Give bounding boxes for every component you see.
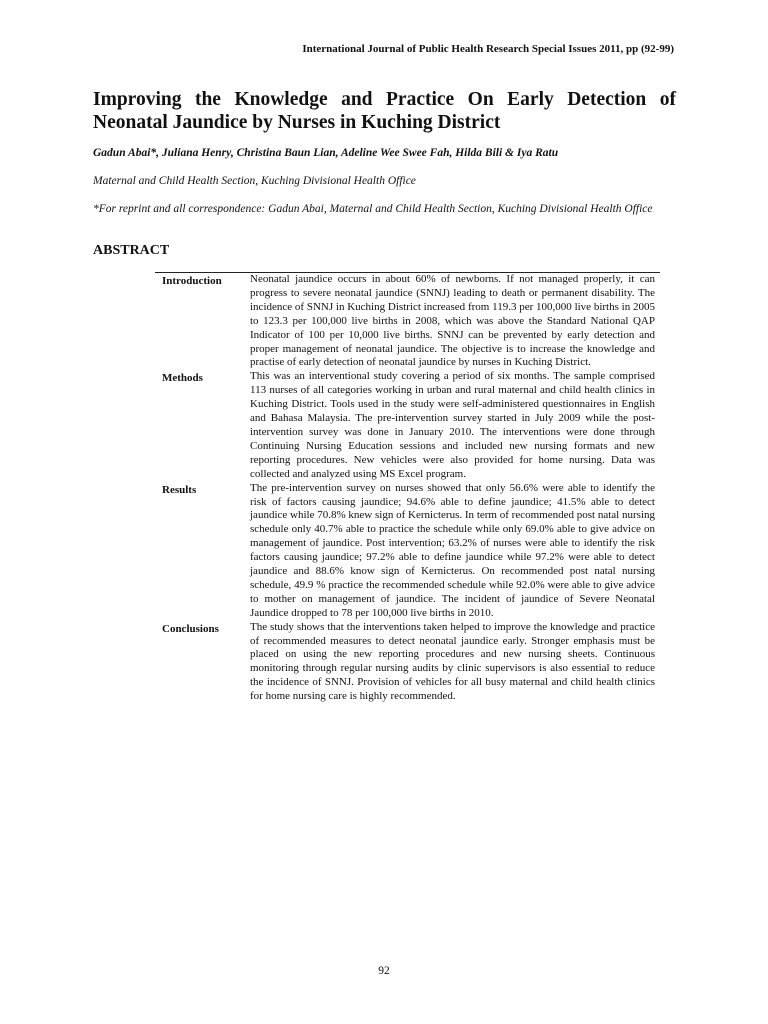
page-number: 92: [378, 965, 390, 977]
correspondence-note: *For reprint and all correspondence: Gadun Abai, Maternal and Child Health Section, Kuching Divisional Health Office: [93, 203, 653, 215]
abstract-row-results: [155, 482, 660, 621]
journal-header: International Journal of Public Health Research Special Issues 2011, pp (92-99): [302, 43, 674, 55]
section-text: This was an interventional study covering a period of six months. The sample comprised 113 nurses of all categories working in urban and rural maternal and child health clinics in Kuching District. Tools used in the study were self-administered questionnaires in English and Bahasa Malaysia. The pre-intervention survey started in July 2009 while the post-intervention survey was done in January 2010. The interventions were done through Continuing Nursing Education sessions and included new nursing formats and new reporting procedures. New vehicles were also provided for home nursing. Data was collected and analyzed using MS Excel program.: [250, 370, 655, 480]
section-text: The study shows that the interventions taken helped to improve the knowledge and practice of recommended measures to detect neonatal jaundice early. Stronger emphasis must be placed on using the new reporting procedures and new nursing sheets. Continuous monitoring through regular nursing audits by clinic supervisors is also essential to reduce the incidence of SNNJ. Provision of vehicles for all busy maternal and child health clinics for home nursing care is highly recommended.: [250, 620, 655, 703]
section-label: Conclusions: [162, 622, 219, 635]
affiliation: Maternal and Child Health Section, Kuching Divisional Health Office: [93, 175, 416, 187]
section-label: Methods: [162, 372, 203, 385]
abstract-heading: ABSTRACT: [93, 243, 170, 258]
section-text: The pre-intervention survey on nurses showed that only 56.6% were able to identify the risk of factors causing jaundice; 94.6% able to define jaundice; 41.5% able to detect jaundice while 70.8% knew sign of Kernicterus. In term of recommended post natal nursing schedule only 40.7% able to practice the schedule while only 69.0% able to give advice on management of jaundice. Post intervention; 63.2% of nurses were able to identify the risk factors causing jaundice; 97.2% able to define jaundice while 97.2% were able to detect jaundice and 88.6% know sign of Kernicterus. On recommended post natal nursing schedule, 49.9 % practice the recommended schedule while 92.0% were able to give advice to mother on management of jaundice. The incident of jaundice of Severe Neonatal Jaundice dropped to 78 per 100,000 live births in 2010.: [250, 481, 655, 619]
abstract-row-methods: [155, 370, 660, 481]
abstract-table: [155, 272, 660, 704]
section-label: Introduction: [162, 275, 222, 287]
abstract-row-conclusions: [155, 621, 660, 704]
section-label: Results: [162, 483, 197, 496]
paper-title-line-2: Neonatal Jaundice by Nurses in Kuching District: [93, 112, 501, 133]
abstract-row-introduction: [155, 273, 660, 370]
section-text: Neonatal jaundice occurs in about 60% of newborns. If not managed properly, it can progress to severe neonatal jaundice (SNNJ) leading to death or permanent disability. The incidence of SNNJ in Kuching District increased from 119.3 per 100,000 live births in 2005 to 123.3 per 100,000 live births in 2008, which was above the Standard National QAP Indicator of 100 per 10,000 live births. SNNJ can be prevented by early detection and proper management of neonatal jaundice. The objective is to increase the knowledge and practise of early detection of neonatal jaundice by nurses in Kuching District.: [250, 273, 655, 369]
author-list: Gadun Abai*, Juliana Henry, Christina Baun Lian, Adeline Wee Swee Fah, Hilda Bili & Iya Ratu: [93, 147, 559, 159]
paper-title-line-1: Improving the Knowledge and Practice On Early Detection of: [93, 89, 676, 110]
paper-title: [93, 88, 676, 134]
